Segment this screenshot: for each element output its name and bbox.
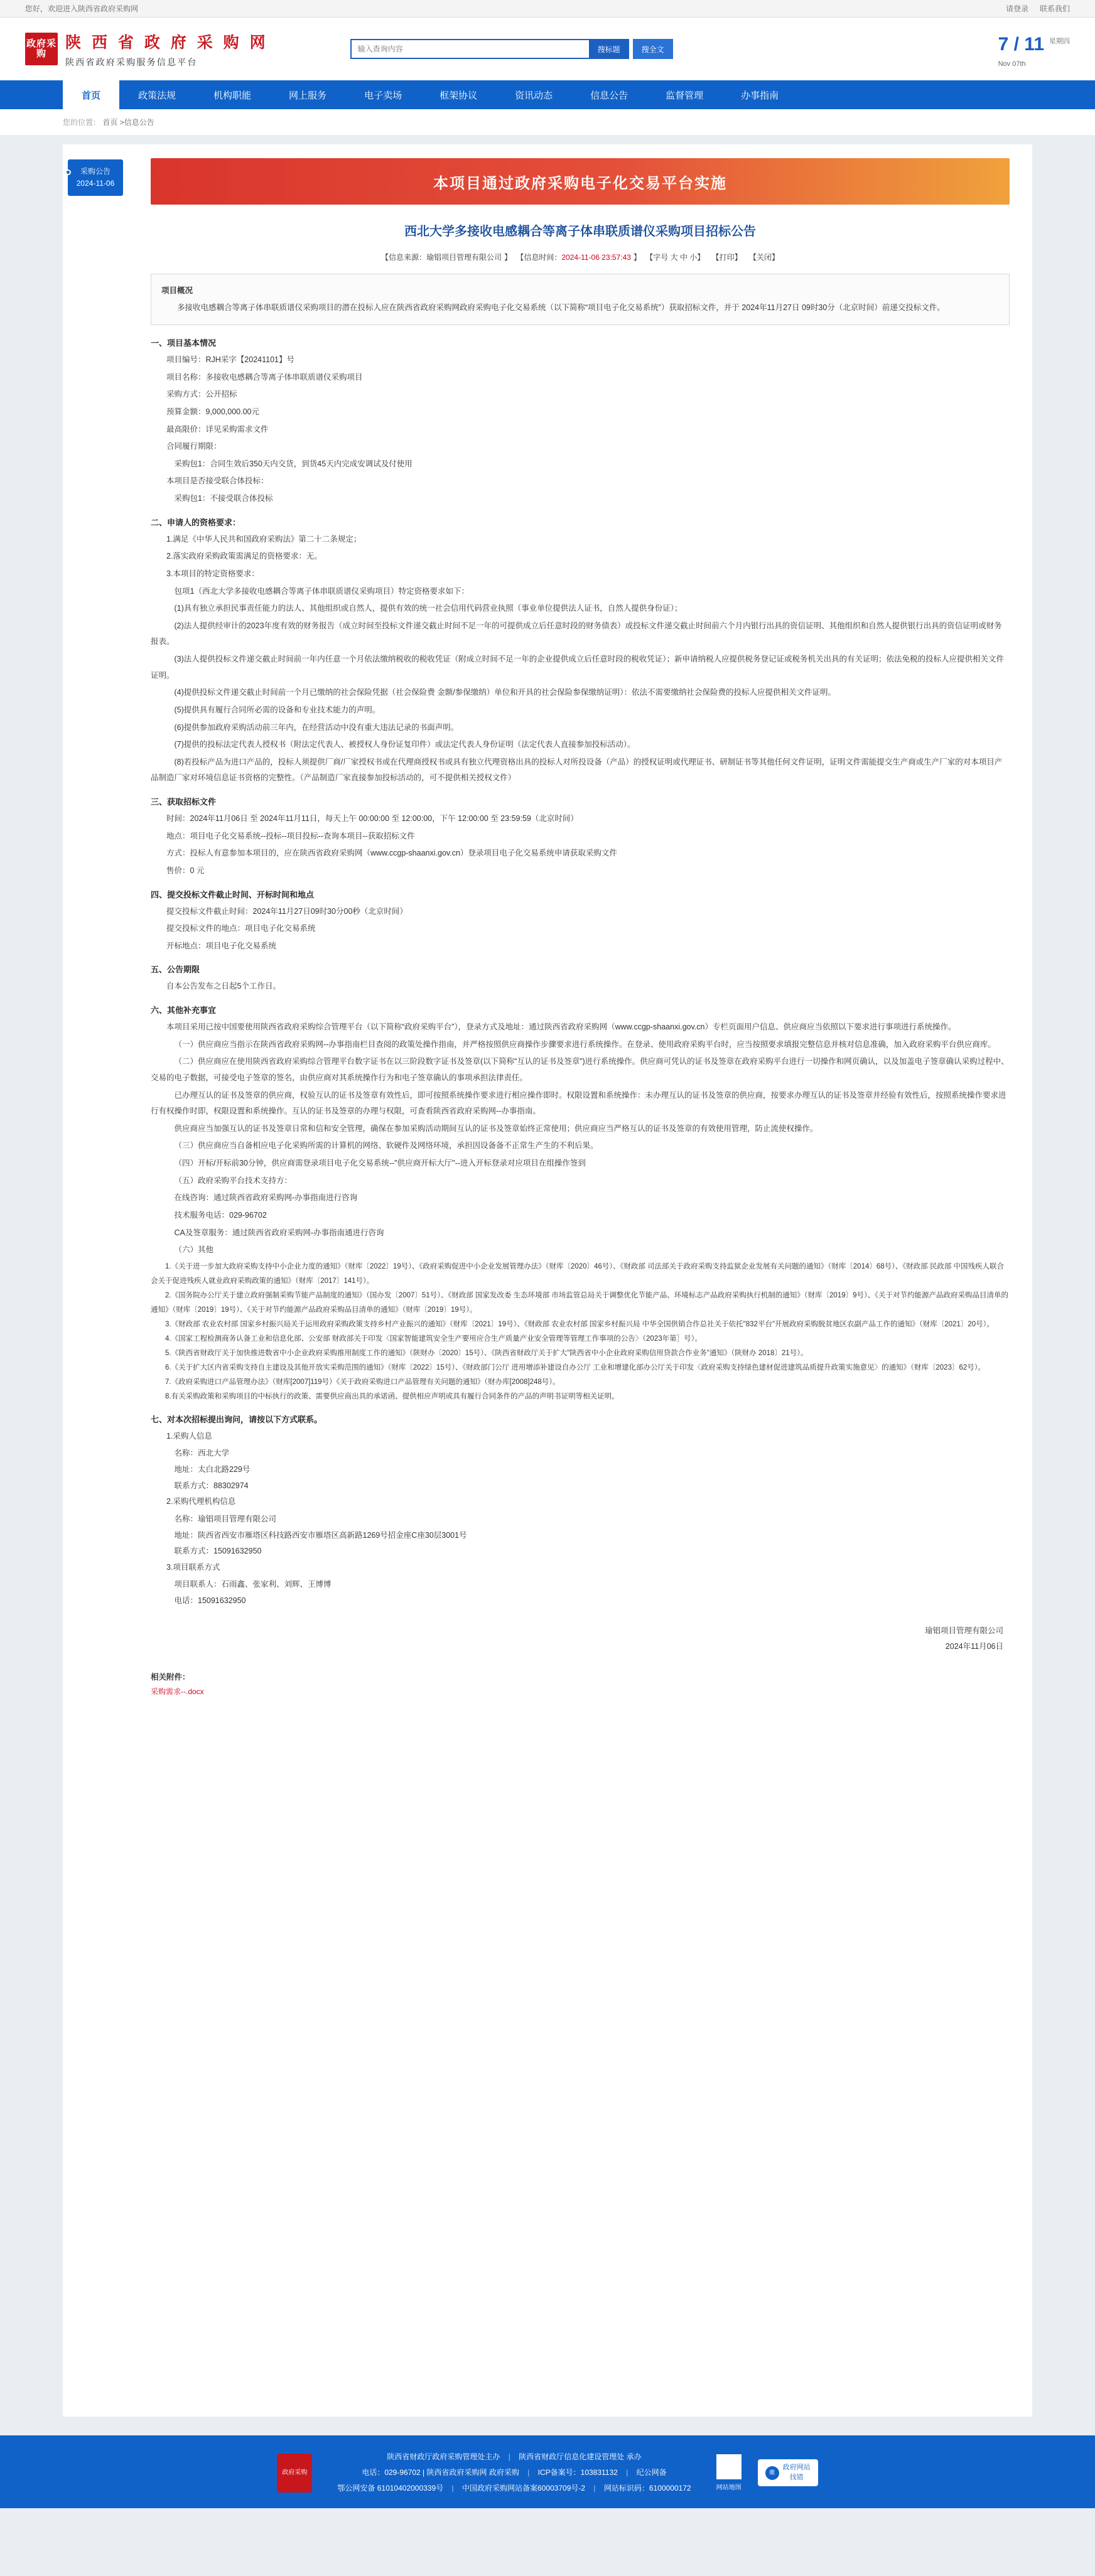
sidebar-item-announcement[interactable]: [68, 159, 123, 196]
print-button[interactable]: 【打印】: [711, 253, 742, 262]
section-paragraph: 1.《关于进一步加大政府采购支持中小企业力度的通知》（财库〔2022〕19号）、《政府采购促进中小企业发展管理办法》（财库〔2020〕46号）、《财政部 司法部关于政府采购支持监狱企业发展有关问题的通知》（财库〔2014〕68号）、《财政部 民政部 中国残疾人联合会关于促进残疾人就业政府采购政策的通知》（财库〔2017〕141号）。: [151, 1262, 1005, 1285]
login-link[interactable]: 请登录: [1005, 4, 1028, 13]
footer-line-3: 鄂公网安备 61010402000339号 | 中国政府采购网站备案60003709号-2 | 网站标识码：6100000172: [337, 2484, 691, 2493]
summary-text: 多接收电感耦合等离子体串联质谱仪采购项目的潜在投标人应在陕西省政府采购网政府采购电子化交易系统（以下简称“项目电子化交易系统”）获取招标文件，并于 2024年11月27日 09时30分（北京时间）前递交投标文件。: [177, 303, 945, 312]
date-main: 7 / 11: [998, 34, 1044, 55]
section-paragraph: 1.满足《中华人民共和国政府采购法》第二十二条规定；: [166, 534, 362, 544]
site-name: 陕 西 省 政 府 采 购 网: [65, 33, 269, 51]
sidebar-item-date: 2024-11-06: [76, 179, 115, 188]
section-paragraph: 供应商应当加强互认的证书及签章日常和信和安全管理，确保在参加采购活动期间互认的证书及签章始终正常使用；供应商应当严格互认的证书及签章的有效使用管理，防止流使权操作。: [174, 1124, 818, 1133]
sign-date: 2024年11月06日: [945, 1641, 1003, 1651]
summary-title: 项目概况: [161, 286, 193, 295]
section-paragraph: 最高限价：详见采购需求文件: [166, 424, 269, 434]
site-logo[interactable]: [25, 30, 269, 68]
signature-block: [151, 1623, 1010, 1655]
nav-item-news[interactable]: 资讯动态: [515, 90, 553, 101]
meta-time-label: 【信息时间：: [516, 253, 562, 262]
footer-police-record[interactable]: 鄂公网安备 61010402000339号: [337, 2484, 444, 2493]
section-paragraph: CA及签章服务：通过陕西省政府采购网-办事指南通进行咨询: [174, 1228, 384, 1237]
section-paragraph: 采购方式：公开招标: [166, 390, 237, 399]
section-paragraph: 售价：0 元: [166, 866, 205, 875]
search-input[interactable]: [350, 39, 589, 59]
date-display: [998, 34, 1070, 70]
section-heading: 一、项目基本情况: [151, 338, 217, 348]
section-heading: 五、公告期限: [151, 965, 200, 975]
meta-source-label: 【信息来源：: [380, 253, 426, 262]
footer-icp-label: ICP备案号：: [537, 2468, 581, 2477]
search-fulltext-button[interactable]: 搜全文: [633, 39, 673, 59]
breadcrumb-label: 您的位置：: [63, 118, 101, 127]
section-paragraph: （六）其他: [174, 1245, 214, 1255]
footer-site-record[interactable]: 中国政府采购网站备案60003709号-2: [461, 2484, 586, 2493]
page-title: 西北大学多接收电感耦合等离子体串联质谱仪采购项目招标公告: [404, 225, 756, 239]
seal-icon: 政府采购: [277, 2454, 312, 2493]
section-paragraph: 3.项目联系方式: [166, 1562, 220, 1572]
section-paragraph: 本项目是否接受联合体投标：: [166, 476, 269, 486]
promo-banner: 本项目通过政府采购电子化交易平台实施: [151, 158, 1010, 205]
nav-item-policy[interactable]: 政策法规: [138, 90, 176, 101]
section-paragraph: 7.《政府采购进口产品管理办法》（财库[2007]119号）《关于政府采购进口产品管理有关问题的通知》（财办库[2008]248号）。: [165, 1378, 560, 1386]
section-paragraph: (5)提供具有履行合同所必需的设备和专业技术能力的声明。: [174, 705, 380, 714]
section-paragraph: 项目编号：RJH采字【20241101】号: [166, 355, 294, 364]
section-paragraph: (1)具有独立承担民事责任能力的法人、其他组织或自然人，提供有效的统一社会信用代码营业执照（事业单位提供法人证书，自然人提供身份证）；: [174, 604, 682, 613]
breadcrumb-path[interactable]: 首页 >信息公告: [102, 118, 154, 127]
nav-item-home[interactable]: 首页: [63, 80, 119, 109]
site-map-label: 网站地图: [716, 2484, 742, 2492]
section-paragraph: 联系方式：15091632950: [174, 1547, 262, 1556]
bullet-icon: [65, 169, 71, 175]
search-area: [350, 39, 673, 59]
date-week: 星期四: [1049, 38, 1070, 45]
meta-source-value: 瑜锠项目管理有限公司: [426, 253, 502, 262]
font-size-controls[interactable]: 大 中 小】: [670, 253, 705, 262]
footer-icp-number[interactable]: 103831132: [580, 2468, 618, 2477]
qr-code-icon: [716, 2454, 742, 2479]
section-paragraph: (4)提供投标文件递交截止时间前一个月已缴纳的社会保险凭据（社会保险费 金额/参保缴纳）单位和开具的社会保险参保缴纳证明）：依法不需要缴纳社会保险费的投标人应提供相关文件证明。: [174, 688, 836, 697]
section-paragraph: (8)若投标产品为进口产品的，投标人须提供厂商/厂家授权书或在代理商授权书或具有独立代理资格出具的投标人对所投设备（产品）的授权证明或代理证书、研制证书等其他任何文件证明，证明文件需能提交生产商或生产厂家的对本项目产品制造厂家对环境信息证书资格的完整性。（产品制造厂家直接参加投标活动的，可不提供相关授权文件）: [151, 757, 1003, 783]
section-paragraph: 本项目采用已按中国要使用陕西省政府采购综合管理平台（以下简称“政府采购平台”），登录方式及地址：通过陕西省政府采购网（www.ccgp-shaanxi.gov.cn）专栏页面用户信息、供应商应当依照以下要求进行事项进行系统操作。: [166, 1022, 956, 1031]
section-paragraph: 联系方式：88302974: [174, 1481, 249, 1490]
search-title-button[interactable]: 搜标题: [589, 39, 629, 59]
section-paragraph: 1.采购人信息: [166, 1431, 212, 1441]
section-paragraph: 名称：西北大学: [174, 1449, 230, 1458]
section-heading: 四、提交投标文件截止时间、开标时间和地点: [151, 889, 315, 899]
close-button[interactable]: 【关闭】: [749, 253, 780, 262]
section-paragraph: 技术服务电话：029-96702: [174, 1210, 267, 1220]
attachment-link[interactable]: 采购需求--.docx: [151, 1687, 204, 1696]
section-paragraph: （五）政府采购平台技术支持方：: [174, 1176, 293, 1185]
site-subtitle: 陕西省政府采购服务信息平台: [65, 56, 198, 67]
section-heading: 六、其他补充事宜: [151, 1006, 217, 1015]
nav-item-online-service[interactable]: 网上服务: [289, 90, 327, 101]
section-paragraph: 电话：15091632950: [174, 1596, 246, 1605]
welcome-text: 您好，欢迎进入陕西省政府采购网: [25, 4, 139, 13]
sidebar: [63, 144, 128, 2417]
section-paragraph: 预算金额：9,000,000.00元: [166, 407, 259, 416]
section-paragraph: 包项1（西北大学多接收电感耦合等离子体串联质谱仪采购项目）特定资格要求如下：: [174, 586, 469, 596]
section-paragraph: （一）供应商应当指示在陕西省政府采购网--办事指南栏目查阅的政策处操作指南，并严格按照供应商操作步骤要求进行系统操作。在登录、使用政府采购平台时，应当按照要求填报完整信息并核对信息准确，加入政府采购平台供应商库。: [174, 1039, 996, 1049]
section-paragraph: 开标地点：项目电子化交易系统: [166, 941, 277, 950]
section-paragraph: 在线咨询：通过陕西省政府采购网-办事指南进行咨询: [174, 1193, 358, 1203]
nav-item-announcements[interactable]: 信息公告: [590, 90, 628, 101]
section-paragraph: （四）开标/开标前30分钟，供应商需登录项目电子化交易系统--"供应商开标大厅"--进入开标登录对应项目在组操作签到: [174, 1159, 586, 1167]
section-paragraph: 6.《关于扩大区内省采购支持自主建设及其他开放实采购范围的通知》（财库〔2022〕15号）、《财政部门公厅 进用增添补建设自办公厅 工业和增建化部办公厅关于印发〈政府采购支持绿色建材促进建筑品质提升政策实施意见〉的通知》（财库〔2023〕62号）。: [165, 1363, 985, 1371]
sign-organization: 瑜锠项目管理有限公司: [924, 1626, 1003, 1635]
section-paragraph: 采购包1：不接受联合体投标: [174, 494, 273, 503]
nav-item-framework[interactable]: 框架协议: [440, 90, 478, 101]
section-paragraph: 2.落实政府采购政策需满足的资格要求：无。: [166, 552, 322, 561]
project-summary-box: [151, 274, 1010, 325]
section-paragraph: 5.《陕西省财政厅关于加快推进数省中小企业政府采购推用制度工作的通知》（陕财办〔2020〕15号）、《陕西省财政厅关于扩大"陕西省中小企业政府采购信用贷款合作业务"通知》（陕财办 2018〕21号）。: [165, 1349, 808, 1357]
meta-time-value: 2024-11-06 23:57:43: [561, 253, 631, 262]
section-paragraph: 方式：投标人有意参加本项目的，应在陕西省政府采购网（www.ccgp-shaanxi.gov.cn）登录项目电子化交易系统申请获取采购文件: [166, 849, 617, 858]
section-paragraph: (2)法人提供经审计的2023年度有效的财务报告（成立时间至投标文件递交截止时间不足一年的可提供成立后任意时段的财务债表）或投标文件递交截止时间前六个月内银行出具的资信证明、其他组织和自然人提供银行出具的资信证明或财务报表。: [151, 621, 1002, 647]
section-paragraph: （三）供应商应当自备相应电子化采购所需的计算机的网络、软硬件及网络环境，承担因设备备不正常生产生的不利后果。: [174, 1141, 598, 1151]
site-footer: [0, 2435, 1095, 2508]
footer-line-1: 陕西省财政厅政府采购管理处主办 | 陕西省财政厅信息化建设管理处 承办: [387, 2452, 642, 2461]
section-paragraph: (7)提供的投标法定代表人授权书（附法定代表人、被授权人身份证复印件）或法定代表人身份证明（法定代表人直接参加投标活动）。: [174, 740, 635, 749]
nav-item-supervision[interactable]: 监督管理: [666, 90, 704, 101]
logo-badge: 政府采购: [25, 33, 58, 65]
sidebar-item-title: 采购公告: [80, 167, 111, 176]
meta-font-label: 【字号: [645, 253, 669, 262]
section-paragraph: 名称：瑜锠项目管理有限公司: [174, 1514, 277, 1523]
section-paragraph: 2.《国务院办公厅关于建立政府强制采购节能产品制度的通知》（国办发〔2007〕51号）、《财政部 国家发改委 生态环境部 市场监管总局关于调整优化节能产品、环境标志产品政府采购执行机制的通知》（财库〔2019〕9号）、《关于对节约能源产品政府采购品目清单的通知》（财库〔2019〕19号）、《关于对节约能源产品政府采购品目清单的通知》（财库〔2019〕19号）。: [151, 1291, 1009, 1314]
nav-item-functions[interactable]: 机构职能: [213, 90, 252, 101]
footer-phone: 电话：029-96702 | 陕西省政府采购网 政府采购: [362, 2468, 519, 2477]
document-sections: [151, 336, 1010, 1609]
document-content: [128, 144, 1032, 2417]
section-paragraph: (6)提供参加政府采购活动前三年内，在经营活动中没有重大违法记录的书面声明。: [174, 722, 459, 732]
nav-item-emall[interactable]: 电子卖场: [364, 90, 402, 101]
top-actions: [1006, 3, 1070, 14]
contact-link[interactable]: 联系我们: [1039, 4, 1070, 13]
breadcrumb: [0, 109, 1095, 136]
section-paragraph: 提交投标文件的地点：项目电子化交易系统: [166, 924, 316, 933]
section-paragraph: 2.采购代理机构信息: [166, 1497, 236, 1506]
top-utility-bar: [0, 0, 1095, 18]
date-sub: Nov 07th: [998, 60, 1026, 68]
section-paragraph: 提交投标文件截止时间：2024年11月27日09时30分00秒（北京时间）: [166, 906, 407, 916]
gov-site-badge[interactable]: [758, 2459, 818, 2486]
section-paragraph: 4.《国家工程检测商务认备工业和信息化部、公安部 财政部关于印发〈国家智能建筑安全生产要用应合生产质量产业安全管理等管理工作事项的公告〉（2023年第］号）。: [165, 1334, 702, 1343]
section-paragraph: 3.本项目的特定资格要求：: [166, 569, 259, 578]
section-paragraph: 已办理互认的证书及签章的供应商，权验互认的证书及签章有效性后，即可按照系统操作要求进行相应操作即时。权限设置和系统操作：未办理互认的证书及签章的供应商，按要求办理互认的证书及签章并经验有效性后，按照系统操作要求进行有权操作时即，权限设置和系统操作。互认的证书及签章的办理与权限，可查看陕西省政府采购网--办事指南。: [151, 1090, 1006, 1116]
section-heading: 七、对本次招标提出询问，请按以下方式联系。: [151, 1414, 323, 1424]
gov-badge-line1: 政府网站: [782, 2464, 811, 2472]
section-paragraph: 合同履行期限：: [166, 442, 222, 451]
gov-badge-line2: 找错: [789, 2473, 804, 2481]
section-paragraph: 8.有关采购政策和采购项目的中标执行的政策、需要供应商出具的承诺函、提供相应声明或具有履行合同条件的产品的声明书证明等相关证明。: [165, 1392, 619, 1400]
footer-operator[interactable]: 陕西省财政厅信息化建设管理处 承办: [519, 2452, 642, 2461]
section-paragraph: （二）供应商应在使用陕西省政府采购综合管理平台数字证书在以三阶段数字证书及签章(以下简称“互认的证书及签章”)进行系统操作。供应商可凭认的证书及签章在政府采购平台进行一切操作和网页确认，以及加盖电子签章确认采购过程中、交易的电子数据，可接受电子签章的签名，由供应商对其系统操作行为和电子签章确认的事项承担法律责任。: [151, 1057, 1009, 1082]
footer-line-2: 电话：029-96702 | 陕西省政府采购网 政府采购 | ICP备案号：103831132 | 纪公网备: [362, 2468, 667, 2477]
section-paragraph: 项目联系人：石雨鑫、张家利、刘辉、王博博: [174, 1580, 332, 1589]
section-paragraph: 项目名称：多接收电感耦合等离子体串联质谱仪采购项目: [166, 372, 363, 382]
main-navigation: [0, 80, 1095, 109]
section-paragraph: 时间：2024年11月06日 至 2024年11月11日，每天上午 00:00:00 至 12:00:00，下午 12:00:00 至 23:59:59（北京时间）: [166, 814, 578, 823]
section-paragraph: 采购包1：合同生效后350天内交货，到货45天内完成安调试及付使用: [174, 459, 413, 468]
footer-gov-record[interactable]: 纪公网备: [636, 2468, 667, 2477]
section-paragraph: 地址：太白北路229号: [174, 1465, 251, 1474]
footer-site-code: 网站标识码：6100000172: [603, 2484, 691, 2493]
attachment-heading: 相关附件：: [151, 1672, 190, 1682]
section-heading: 二、申请人的资格要求：: [151, 517, 241, 527]
site-header: [0, 18, 1095, 80]
section-paragraph: 地点：项目电子化交易系统--投标--项目投标--查询本项目--获取招标文件: [166, 831, 415, 840]
section-paragraph: 自本公告发布之日起5个工作日。: [166, 982, 281, 991]
gov-emblem-icon: 徽: [765, 2466, 779, 2480]
section-paragraph: 地址：陕西省西安市雁塔区科技路西安市雁塔区高新路1269号招金座C座30层3001号: [174, 1530, 467, 1540]
site-map-block[interactable]: [716, 2454, 742, 2491]
section-paragraph: 3.《财政部 农业农村部 国家乡村振兴局关于运用政府采购政策支持乡村产业振兴的通知》（财库〔2021〕19号）、《财政部 农业农村部 国家乡村振兴局 中华全国供销合作总社关于依托"832平台"开展政府采购脱贫地区农副产品工作的通知》（财库〔2021〕20号）。: [165, 1320, 994, 1328]
section-heading: 三、获取招标文件: [151, 797, 217, 807]
nav-item-guide[interactable]: 办事指南: [741, 90, 779, 101]
footer-host[interactable]: 陕西省财政厅政府采购管理处主办: [387, 2452, 500, 2461]
document-meta: 【信息来源：瑜锠项目管理有限公司 】 【信息时间：2024-11-06 23:57:43 】 【字号 大 中 小】 【打印】 【关闭】: [380, 253, 780, 262]
section-paragraph: (3)法人提供投标文件递交截止时间前一年内任意一个月依法缴纳税收的税收凭证（附成立时间不足一年的企业提供成立后任意时段的税收凭证）；新申请纳税人应提供税务登记证或税务机关出具的有关证明；依法免税的投标人应提供相关文件证明。: [151, 655, 1005, 680]
